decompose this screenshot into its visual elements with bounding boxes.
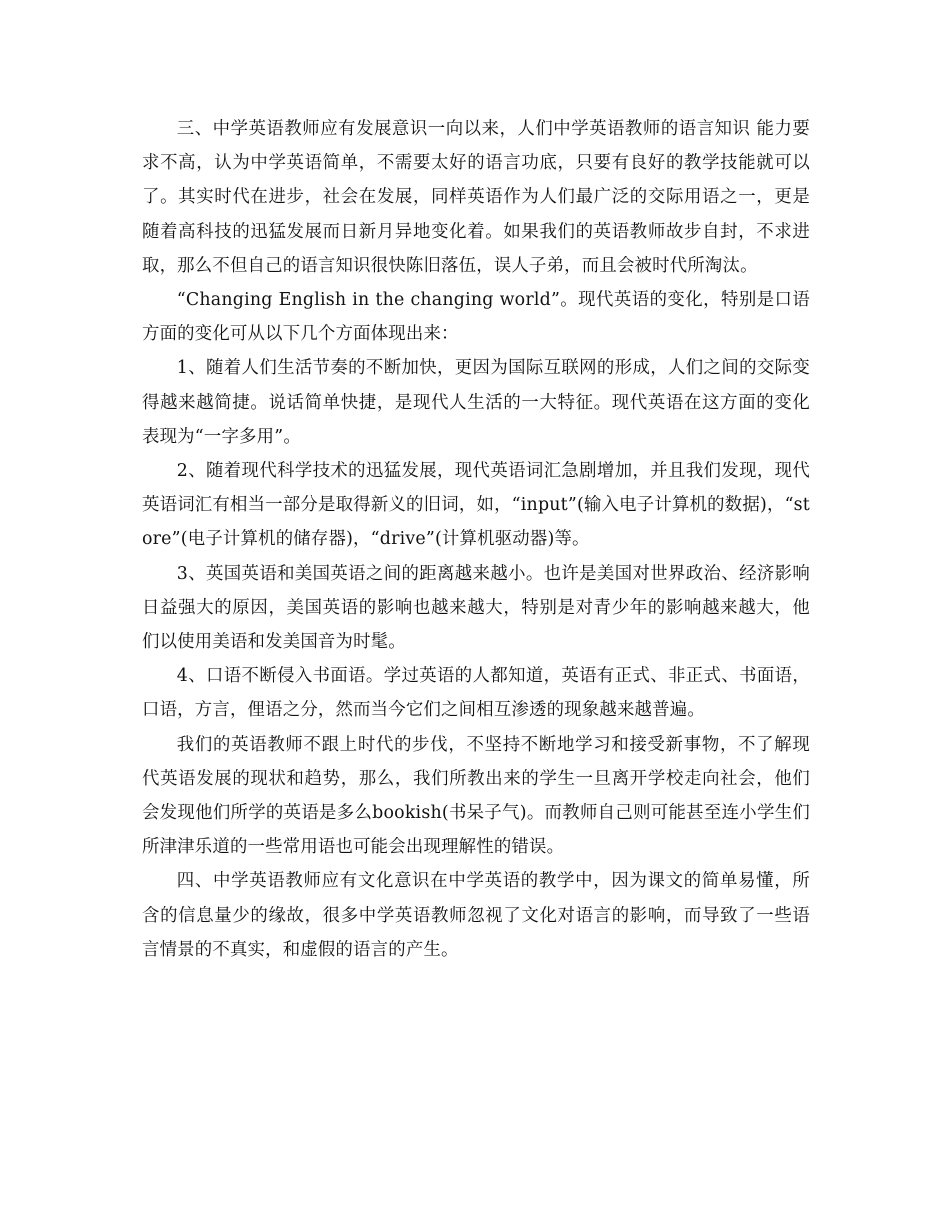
paragraph-development-awareness: 三、中学英语教师应有发展意识一向以来，人们中学英语教师的语言知识 能力要求不高，认为中学英语简单，不需要太好的语言功底，只要有良好的教学技能就可以了。其实时代在进步，社会在发展，同样英语作为人们最广泛的交际用语之一，更是随着高科技的迅猛发展而日新月异地变化着。如果我们的英语教师故步自封，不求进取，那么不但自己的语言知识很快陈旧落伍，误人子弟，而且会被时代所淘汰。 [142,119,810,276]
paragraph-cultural-awareness: 四、中学英语教师应有文化意识在中学英语的教学中，因为课文的简单易懂，所含的信息量少的缘故，很多中学英语教师忽视了文化对语言的影响，而导致了一些语言情景的不真实，和虚假的语言的产生。 [142,871,810,960]
paragraph-point-2: 2、随着现代科学技术的迅猛发展，现代英语词汇急剧增加，并且我们发现，现代英语词汇有相当一部分是取得新义的旧词，如，“input”(输入电子计算机的数据)，“store”(电子计算机的储存器)，“drive”(计算机驱动器)等。 [142,461,810,550]
paragraph-point-1: 1、随着人们生活节奏的不断加快，更因为国际互联网的形成，人们之间的交际变得越来越简捷。说话简单快捷，是现代人生活的一大特征。现代英语在这方面的变化表现为“一字多用”。 [142,358,810,447]
paragraph-point-4: 4、口语不断侵入书面语。学过英语的人都知道，英语有正式、非正式、书面语，口语，方言，俚语之分，然而当今它们之间相互渗透的现象越来越普遍。 [142,666,810,721]
paragraph-changing-english: “Changing English in the changing world”。现代英语的变化，特别是口语方面的变化可从以下几个方面体现出来： [142,290,810,345]
paragraph-point-3: 3、英国英语和美国英语之间的距离越来越小。也许是美国对世界政治、经济影响日益强大的原因，美国英语的影响也越来越大，特别是对青少年的影响越来越大，他们以使用美语和发美国音为时髦。 [142,563,810,653]
document-body [142,112,810,967]
paragraph-keep-pace: 我们的英语教师不跟上时代的步伐，不坚持不断地学习和接受新事物，不了解现代英语发展的现状和趋势，那么，我们所教出来的学生一旦离开学校走向社会，他们会发现他们所学的英语是多么bookish(书呆子气)。而教师自己则可能甚至连小学生们所津津乐道的一些常用语也可能会出现理解性的错误。 [142,734,810,858]
